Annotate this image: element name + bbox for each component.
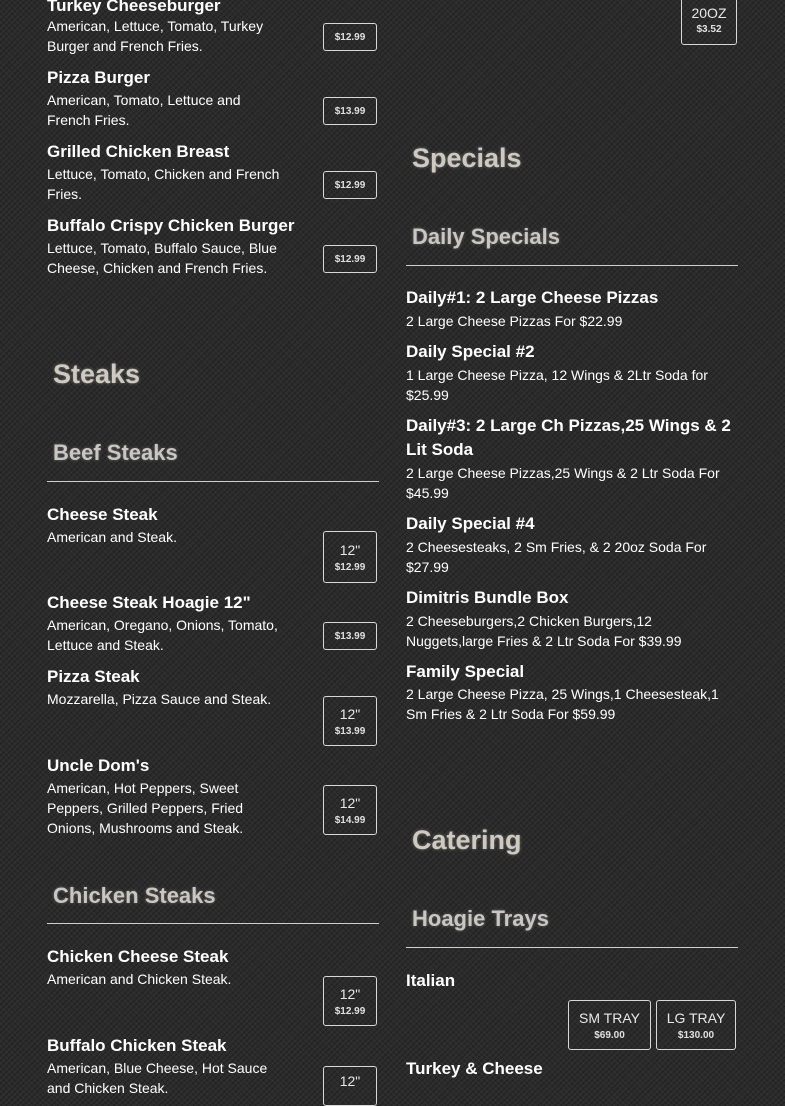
divider [47, 923, 379, 924]
size-label: LG TRAY [666, 1010, 726, 1026]
lg-tray-price-button[interactable] [656, 1000, 736, 1050]
menu-item-desc: Lettuce, Tomato, Chicken and French Fries. [47, 166, 280, 202]
menu-item-name[interactable]: Turkey & Cheese [406, 1059, 543, 1078]
price-button[interactable] [323, 976, 377, 1026]
menu-item-name[interactable]: Cheese Steak [47, 505, 158, 524]
menu-item-desc: 2 Large Cheese Pizza, 25 Wings,1 Cheesesteak,1 Sm Fries & 2 Ltr Soda For $59.99 [406, 686, 719, 722]
menu-item-name[interactable]: Uncle Dom's [47, 756, 150, 775]
price-button[interactable] [323, 97, 377, 125]
price-label: $12.99 [334, 1006, 366, 1017]
menu-item-name[interactable]: Turkey Cheeseburger [47, 0, 221, 15]
price-button[interactable] [681, 0, 737, 45]
menu-item-desc: 2 Large Cheese Pizzas For $22.99 [406, 313, 623, 329]
menu-item-name[interactable]: Daily Special #4 [406, 514, 535, 533]
menu-item-desc: 1 Large Cheese Pizza, 12 Wings & 2Ltr Soda for $25.99 [406, 367, 708, 403]
price-button[interactable] [323, 245, 377, 273]
menu-item-desc: American, Hot Peppers, Sweet Peppers, Grilled Peppers, Fried Onions, Mushrooms and Steak. [47, 780, 244, 836]
price-button[interactable] [323, 622, 377, 650]
menu-item-name[interactable]: Cheese Steak Hoagie 12" [47, 593, 251, 612]
menu-item-name[interactable]: Dimitris Bundle Box [406, 588, 569, 607]
price-label: $69.00 [594, 1030, 625, 1041]
subsection-title-chicken-steaks: Chicken Steaks [53, 883, 216, 908]
section-title-steaks: Steaks [53, 359, 141, 389]
menu-item-name[interactable]: Daily#1: 2 Large Cheese Pizzas [406, 288, 659, 307]
menu-item-desc: American, Lettuce, Tomato, Turkey Burger and French Fries. [47, 18, 264, 54]
price-label: $12.99 [334, 180, 366, 191]
size-label: 12" [339, 795, 361, 811]
price-label: $12.99 [334, 254, 366, 265]
menu-item-name[interactable]: Family Special [406, 662, 525, 681]
menu-item-name[interactable]: Buffalo Chicken Steak [47, 1036, 227, 1055]
divider [47, 481, 379, 482]
price-label: $12.99 [334, 562, 366, 573]
subsection-title-hoagie-trays: Hoagie Trays [412, 906, 549, 931]
price-button[interactable] [323, 785, 377, 835]
size-label: 12" [339, 706, 361, 722]
menu-item-desc: American and Chicken Steak. [47, 971, 232, 987]
menu-item-name[interactable]: Chicken Cheese Steak [47, 947, 229, 966]
subsection-title-beef-steaks: Beef Steaks [53, 440, 178, 465]
size-label: 12" [339, 1073, 361, 1089]
menu-item-name[interactable]: Daily Special #2 [406, 342, 535, 361]
price-label: $13.99 [334, 726, 366, 737]
menu-item-desc: 2 Cheesesteaks, 2 Sm Fries, & 2 20oz Soda For $27.99 [406, 539, 707, 575]
menu-item-name[interactable]: Buffalo Crispy Chicken Burger [47, 216, 295, 235]
size-label: SM TRAY [579, 1010, 640, 1026]
menu-item-desc: American, Oregano, Onions, Tomato, Lettuce and Steak. [47, 617, 278, 653]
price-button[interactable] [323, 531, 377, 583]
size-label: 12" [339, 986, 361, 1002]
menu-item-desc: American, Blue Cheese, Hot Sauce and Chicken Steak. [47, 1060, 268, 1096]
price-label: $13.99 [334, 106, 366, 117]
price-label: $12.99 [334, 32, 366, 43]
menu-item-name[interactable]: Daily#3: 2 Large Ch Pizzas,25 Wings & 2 Lit Soda [406, 416, 731, 459]
price-label: $13.99 [334, 631, 366, 642]
section-title-specials: Specials [412, 143, 522, 173]
menu-item-desc: Mozzarella, Pizza Sauce and Steak. [47, 691, 272, 707]
price-label: $130.00 [677, 1030, 715, 1041]
subsection-title-daily-specials: Daily Specials [412, 224, 560, 249]
section-title-catering: Catering [412, 825, 522, 855]
menu-item-desc: American and Steak. [47, 529, 177, 545]
price-label: $14.99 [334, 815, 366, 826]
price-button[interactable] [323, 696, 377, 746]
price-button[interactable] [323, 171, 377, 199]
price-button[interactable] [323, 23, 377, 51]
menu-item-desc: 2 Large Cheese Pizzas,25 Wings & 2 Ltr Soda For $45.99 [406, 465, 720, 501]
price-label: $3.52 [696, 24, 722, 35]
menu-item-name[interactable]: Pizza Burger [47, 68, 150, 87]
sm-tray-price-button[interactable] [568, 1000, 651, 1050]
menu-item-name[interactable]: Italian [406, 971, 456, 990]
menu-item-desc: Lettuce, Tomato, Buffalo Sauce, Blue Cheese, Chicken and French Fries. [47, 240, 277, 276]
size-label: 12" [339, 542, 361, 558]
size-label: 20OZ [691, 5, 727, 21]
divider [406, 265, 738, 266]
menu-item-name[interactable]: Grilled Chicken Breast [47, 142, 230, 161]
menu-item-name[interactable]: Pizza Steak [47, 667, 140, 686]
menu-item-desc: American, Tomato, Lettuce and French Fries. [47, 92, 241, 128]
divider [406, 947, 738, 948]
price-button[interactable] [323, 1066, 377, 1106]
menu-item-desc: 2 Cheeseburgers,2 Chicken Burgers,12 Nuggets,large Fries & 2 Ltr Soda For $39.99 [406, 613, 682, 649]
